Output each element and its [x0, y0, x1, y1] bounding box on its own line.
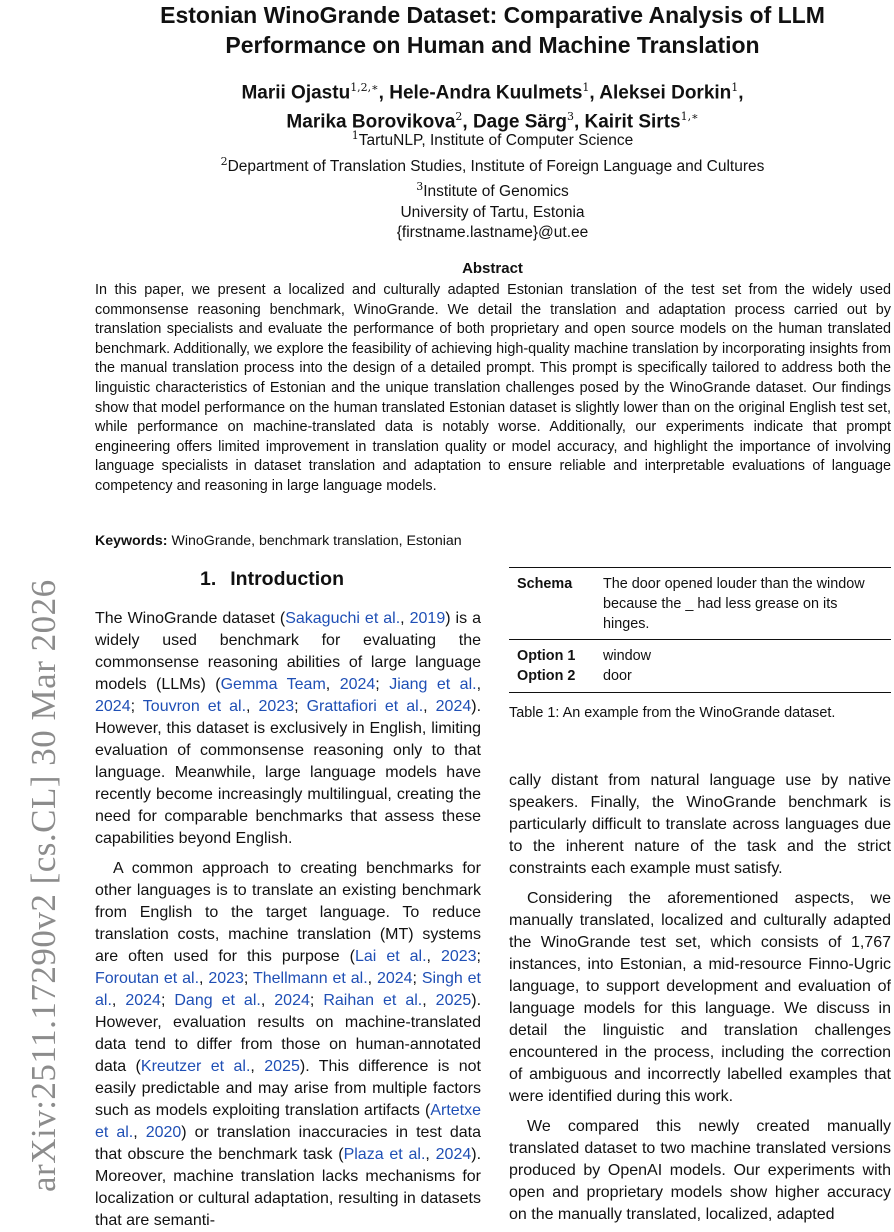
- option-2-label: Option 2: [517, 668, 576, 684]
- citation-link[interactable]: 2024: [95, 698, 131, 715]
- citation-link[interactable]: Raihan et al.: [323, 992, 423, 1009]
- citation-link[interactable]: 2020: [145, 1124, 182, 1141]
- citation-link[interactable]: Sakaguchi et al.: [285, 610, 401, 627]
- citation-link[interactable]: Thellmann et al.: [252, 970, 368, 987]
- author-affiliation-mark: 1: [731, 81, 739, 94]
- text-run: ). However, evaluation results on machine-translated data tend to differ from those on human-annotated data (: [95, 992, 482, 1075]
- abstract-heading: Abstract: [462, 260, 523, 277]
- citation-link[interactable]: Touvron et al.: [142, 698, 247, 715]
- citation-link[interactable]: 2024: [376, 970, 413, 987]
- citation-link[interactable]: Singh et al.: [95, 970, 481, 1009]
- affiliations: [96, 126, 889, 244]
- text-run: ,: [423, 698, 436, 715]
- section-number: 1.: [200, 568, 217, 590]
- right-paragraph-3: We compared this newly created manually translated dataset to two machine translated versions produced by OpenAI models. Our experiments with open and proprietary models show higher accuracy on the manually translated, localized, adapted: [509, 1118, 891, 1223]
- citation-link[interactable]: Jiang et al.: [389, 676, 477, 693]
- section-heading-introduction: [200, 566, 344, 592]
- text-run: ,: [325, 676, 340, 693]
- citation-link[interactable]: 2024: [435, 1146, 472, 1163]
- citation-link[interactable]: 2023: [208, 970, 244, 987]
- text-run: ). However, this dataset is exclusively in English, limiting evaluation of commonsense reasoning only to that language. Meanwhile, large language models have recently become increasingly multilingual, creating the need for comparable benchmarks that assess these capabilities beyond English.: [95, 698, 482, 847]
- author-separator: ,: [738, 82, 744, 104]
- citation-link[interactable]: Plaza et al.: [343, 1146, 426, 1163]
- citation-link[interactable]: 2024: [125, 992, 161, 1009]
- text-run: ;: [309, 992, 324, 1009]
- keywords: [95, 531, 795, 551]
- right-column: [509, 770, 891, 1226]
- author-affiliation-mark: 2: [455, 110, 463, 124]
- text-run: ;: [160, 992, 175, 1009]
- text-run: ,: [400, 610, 410, 627]
- citation-link[interactable]: 2024: [274, 992, 310, 1009]
- text-run: ,: [111, 992, 126, 1009]
- text-run: ,: [426, 948, 441, 965]
- text-run: ,: [199, 970, 209, 987]
- text-run: The WinoGrande dataset (: [95, 610, 286, 627]
- citation-link[interactable]: Kreutzer et al.: [140, 1058, 251, 1075]
- citation-link[interactable]: Gemma Team: [220, 676, 326, 693]
- table-row-schema: [509, 568, 891, 640]
- citation-link[interactable]: 2024: [339, 676, 376, 693]
- table-row-option-1: [509, 640, 891, 666]
- citation-link[interactable]: Artetxe et al.: [95, 1102, 481, 1141]
- author-name: Kairit Sirts: [584, 111, 681, 133]
- text-run: ;: [476, 948, 481, 965]
- text-run: ). This difference is not easily predictable and may arise from multiple factors such as models exploiting translation artifacts (: [95, 1058, 481, 1119]
- text-run: ;: [243, 970, 253, 987]
- text-run: ,: [425, 1146, 436, 1163]
- text-run: ,: [422, 992, 436, 1009]
- citation-link[interactable]: Grattafiori et al.: [306, 698, 424, 715]
- affiliation-3: $^3$Institute of Genomics: [416, 180, 569, 201]
- citation-link[interactable]: 2023: [440, 948, 477, 965]
- author-name: Marii Ojastu: [241, 82, 351, 104]
- table-1: [509, 567, 891, 693]
- citation-link[interactable]: 2019: [409, 610, 446, 627]
- author-separator: ,: [378, 82, 390, 104]
- keywords-text: WinoGrande, benchmark translation, Estonian: [167, 533, 462, 549]
- citation-link[interactable]: 2023: [258, 698, 295, 715]
- author-separator: ,: [573, 111, 585, 133]
- author-affiliation-mark: 1: [582, 81, 590, 94]
- text-run: ;: [130, 698, 143, 715]
- option-1-label: Option 1: [517, 648, 576, 664]
- text-run: ,: [367, 970, 377, 987]
- author-name: Marika Borovikova: [286, 111, 456, 133]
- text-run: ;: [375, 676, 390, 693]
- intro-paragraph-2: [95, 858, 481, 1232]
- author-name: Hele-Andra Kuulmets: [389, 82, 583, 104]
- keywords-label: Keywords:: [95, 533, 168, 549]
- affiliation-university: University of Tartu, Estonia: [400, 203, 585, 221]
- citation-link[interactable]: 2024: [435, 698, 472, 715]
- citation-link[interactable]: Foroutan et al.: [95, 970, 200, 987]
- author-line-1: [96, 76, 889, 105]
- text-run: ,: [250, 1058, 265, 1075]
- schema-text: The door opened louder than the window because the _ had less grease on its hinges.: [603, 576, 865, 632]
- abstract-text: In this paper, we present a localized and culturally adapted Estonian translation of the test set from the widely used commonsense reasoning benchmark, WinoGrande. We detail the translation and adaptation process carried out by translation specialists and evaluate the performance of both proprietary and open source models on the human translated benchmark. Additionally, we explore the feasibility of achieving high-quality machine translation by incorporating insights from the manual translation process into the design of a detailed prompt. This prompt is specifically tailored to address both the linguistic characteristics of Estonian and the unique translation challenges posed by the WinoGrande dataset. Our findings show that model performance on the human translated Estonian dataset is slightly lower than on the original English test set, while performance on machine-translated data is notably worse. Additionally, our experiments indicate that prompt engineering offers limited improvement in translation quality or model accuracy, and highlight the importance of involving language specialists in dataset translation and adaptation to ensure reliable and interpretable evaluations of language competency and reasoning in large language models.: [95, 282, 891, 494]
- text-run: ;: [294, 698, 307, 715]
- section-title: Introduction: [230, 568, 344, 590]
- author-affiliation-mark: 3: [566, 110, 574, 124]
- text-run: ,: [246, 698, 259, 715]
- intro-paragraph-1: [95, 608, 481, 850]
- author-affiliation-mark: 1,∗: [680, 110, 699, 124]
- text-run: ,: [260, 992, 275, 1009]
- author-name: Dage Särg: [472, 111, 567, 133]
- text-run: ) or translation inaccuracies in test data that obscure the benchmark task (: [95, 1124, 482, 1163]
- option-1-text: window: [603, 648, 651, 664]
- text-run: ) is a widely used benchmark for evaluating the commonsense reasoning abilities of large language models (LLMs) (: [95, 610, 481, 693]
- citation-link[interactable]: 2025: [264, 1058, 300, 1075]
- citation-link[interactable]: Lai et al.: [354, 948, 427, 965]
- table-row-option-2: [509, 666, 891, 692]
- author-separator: ,: [589, 82, 600, 104]
- text-run: A common approach to creating benchmarks for other languages is to translate an existing benchmark from English to the target language. To reduce translation costs, machine translation (MT) systems are often used for this purpose (: [95, 860, 481, 965]
- citation-link[interactable]: 2025: [435, 992, 472, 1009]
- right-paragraph-1: cally distant from natural language use by native speakers. Finally, the WinoGrande benchmark is particularly difficult to translate across languages due to the inherent nature of the task and the strict constraints each example must satisfy.: [509, 772, 891, 877]
- paper-title: Estonian WinoGrande Dataset: Comparative Analysis of LLM Performance on Human and Machine Translation: [160, 2, 825, 58]
- affiliation-1: $^1$TartuNLP, Institute of Computer Science: [351, 129, 634, 150]
- author-name: Aleksei Dorkin: [599, 82, 732, 104]
- table-1-caption: Table 1: An example from the WinoGrande dataset.: [509, 705, 836, 721]
- arxiv-identifier: arXiv:2511.17290v2 [cs.CL] 30 Mar 2026: [24, 579, 63, 1192]
- affiliation-email: {firstname.lastname}@ut.ee: [396, 224, 589, 242]
- text-run: ;: [412, 970, 422, 987]
- affiliation-2: $^2$Department of Translation Studies, Institute of Foreign Language and Cultures: [220, 154, 765, 175]
- option-2-text: door: [603, 668, 632, 684]
- citation-link[interactable]: Dang et al.: [174, 992, 261, 1009]
- right-paragraph-2: Considering the aforementioned aspects, we manually translated, localized and culturally adapted the WinoGrande test set, which consists of 1,767 instances, into Estonian, a mid-resource Finno-Ugric language, to support development and evaluation of language models for this language. We discuss in detail the linguistic and translation challenges encountered in the process, including the correction of ambiguous and incorrectly labelled examples that were identified during this work.: [509, 890, 891, 1105]
- author-affiliation-mark: 1,2,∗: [350, 81, 379, 94]
- text-run: ,: [133, 1124, 146, 1141]
- author-separator: ,: [462, 111, 473, 133]
- schema-label: Schema: [517, 576, 573, 592]
- text-run: ,: [476, 676, 482, 693]
- text-run: ). Moreover, machine translation lacks mechanisms for localization or cultural adaptation, resulting in datasets that are semanti-: [95, 1146, 482, 1229]
- left-column: [95, 608, 481, 1232]
